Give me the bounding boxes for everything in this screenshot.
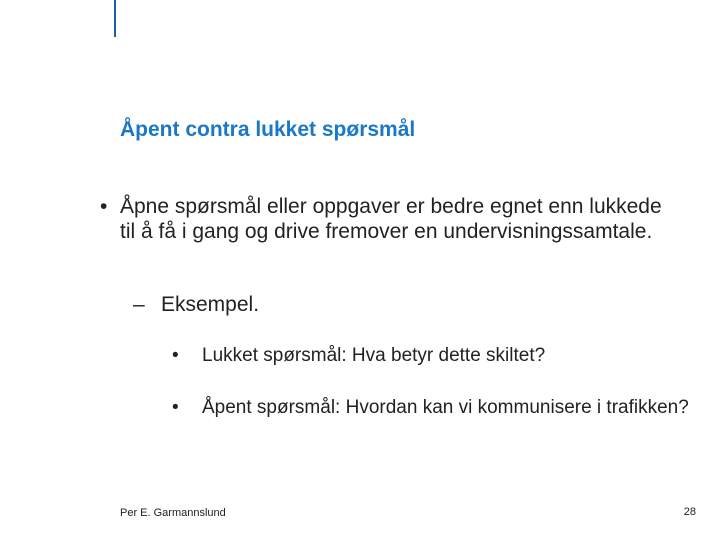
bullet-marker: • (172, 345, 179, 366)
sub-sub-bullet-text: Lukket spørsmål: Hva betyr dette skiltet? (202, 345, 546, 366)
sub-sub-bullet-item-2 (172, 396, 702, 419)
bullet-item-1 (100, 194, 680, 244)
page-number: 28 (683, 506, 696, 518)
bullet-marker: • (100, 195, 108, 218)
slide-title: Åpent contra lukket spørsmål (120, 118, 416, 141)
sub-sub-bullet-item-1 (172, 344, 692, 367)
bullet-text: Åpne spørsmål eller oppgaver er bedre egnet enn lukkede til å få i gang og drive fremover en undervisningssamtale. (120, 195, 662, 243)
bullet-marker: • (172, 397, 179, 418)
sub-sub-bullet-text: Åpent spørsmål: Hvordan kan vi kommunisere i trafikken? (202, 397, 689, 418)
sub-bullet-text: Eksempel. (161, 293, 260, 316)
sub-bullet-item (133, 292, 533, 317)
dash-marker: – (133, 293, 145, 316)
footer-author: Per E. Garmannslund (120, 507, 226, 519)
accent-line (114, 0, 116, 37)
